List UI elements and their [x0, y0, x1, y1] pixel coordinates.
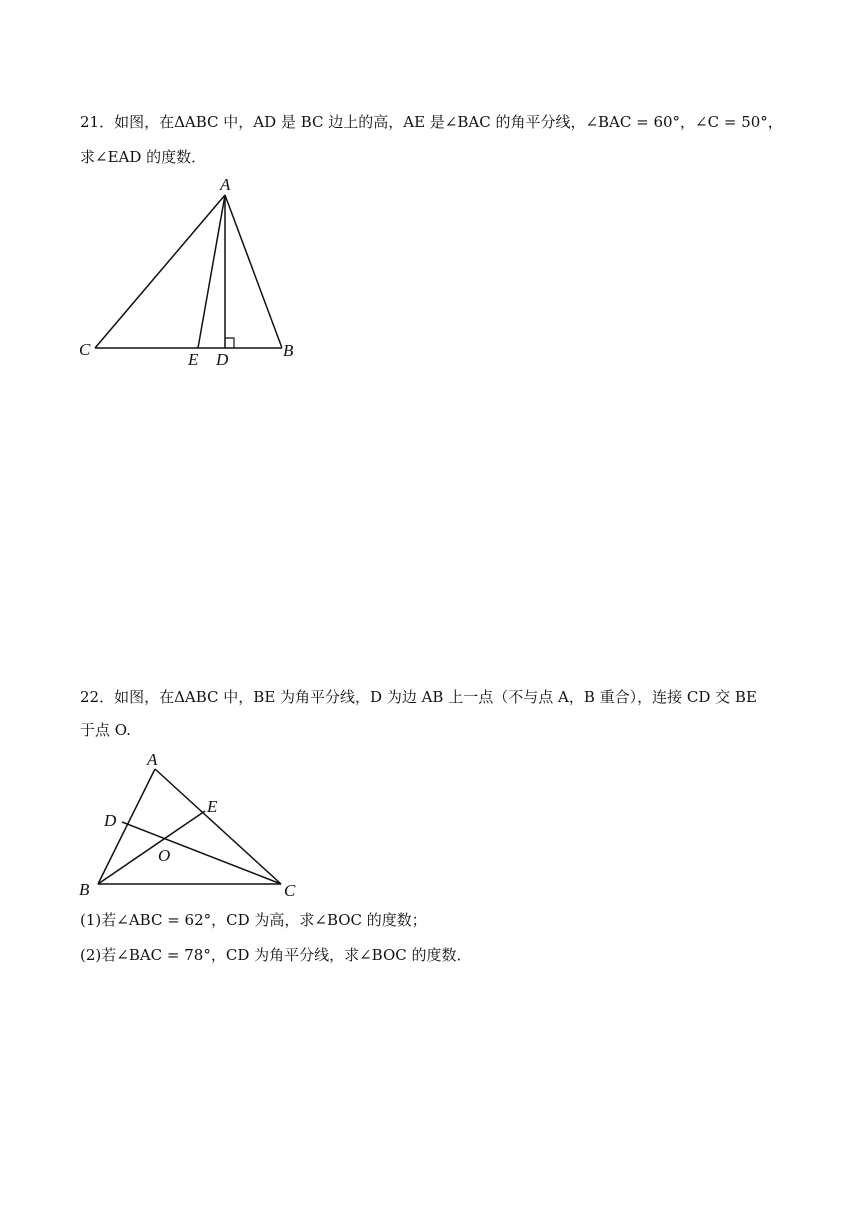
segment-AB: [225, 195, 282, 348]
label-C: C: [79, 340, 91, 359]
q21-text-line2: 求∠EAD 的度数．: [80, 148, 207, 166]
label-D: D: [104, 811, 117, 830]
label-B: B: [283, 341, 294, 360]
q22-text-line2: 于点 O.: [80, 721, 131, 739]
label-D: D: [216, 350, 229, 369]
label-O: O: [158, 846, 171, 865]
q21-triangle-figure: [70, 170, 310, 370]
label-C: C: [284, 881, 296, 900]
q22-triangle-figure: [70, 745, 310, 905]
label-B: B: [79, 880, 90, 899]
segment-AC: [95, 195, 225, 348]
right-angle-mark: [225, 338, 234, 348]
q22-part2: (2)若∠BAC = 78°，CD 为角平分线，求∠BOC 的度数．: [80, 946, 472, 964]
q21-text-line1: 21．如图，在ΔABC 中，AD 是 BC 边上的高，AE 是∠BAC 的角平分线，∠BAC = 60°，∠C = 50°，: [80, 113, 783, 131]
label-E: E: [207, 797, 218, 816]
q22-part1: (1)若∠ABC = 62°，CD 为高，求∠BOC 的度数；: [80, 911, 427, 929]
label-A: A: [147, 750, 158, 769]
label-E: E: [188, 350, 199, 369]
label-A: A: [220, 175, 231, 194]
segment-AC: [155, 769, 281, 884]
segment-AE: [198, 195, 225, 348]
segment-CD: [122, 822, 281, 884]
q22-text-line1: 22．如图，在ΔABC 中，BE 为角平分线，D 为边 AB 上一点（不与点 A，B 重合），连接 CD 交 BE: [80, 688, 757, 706]
